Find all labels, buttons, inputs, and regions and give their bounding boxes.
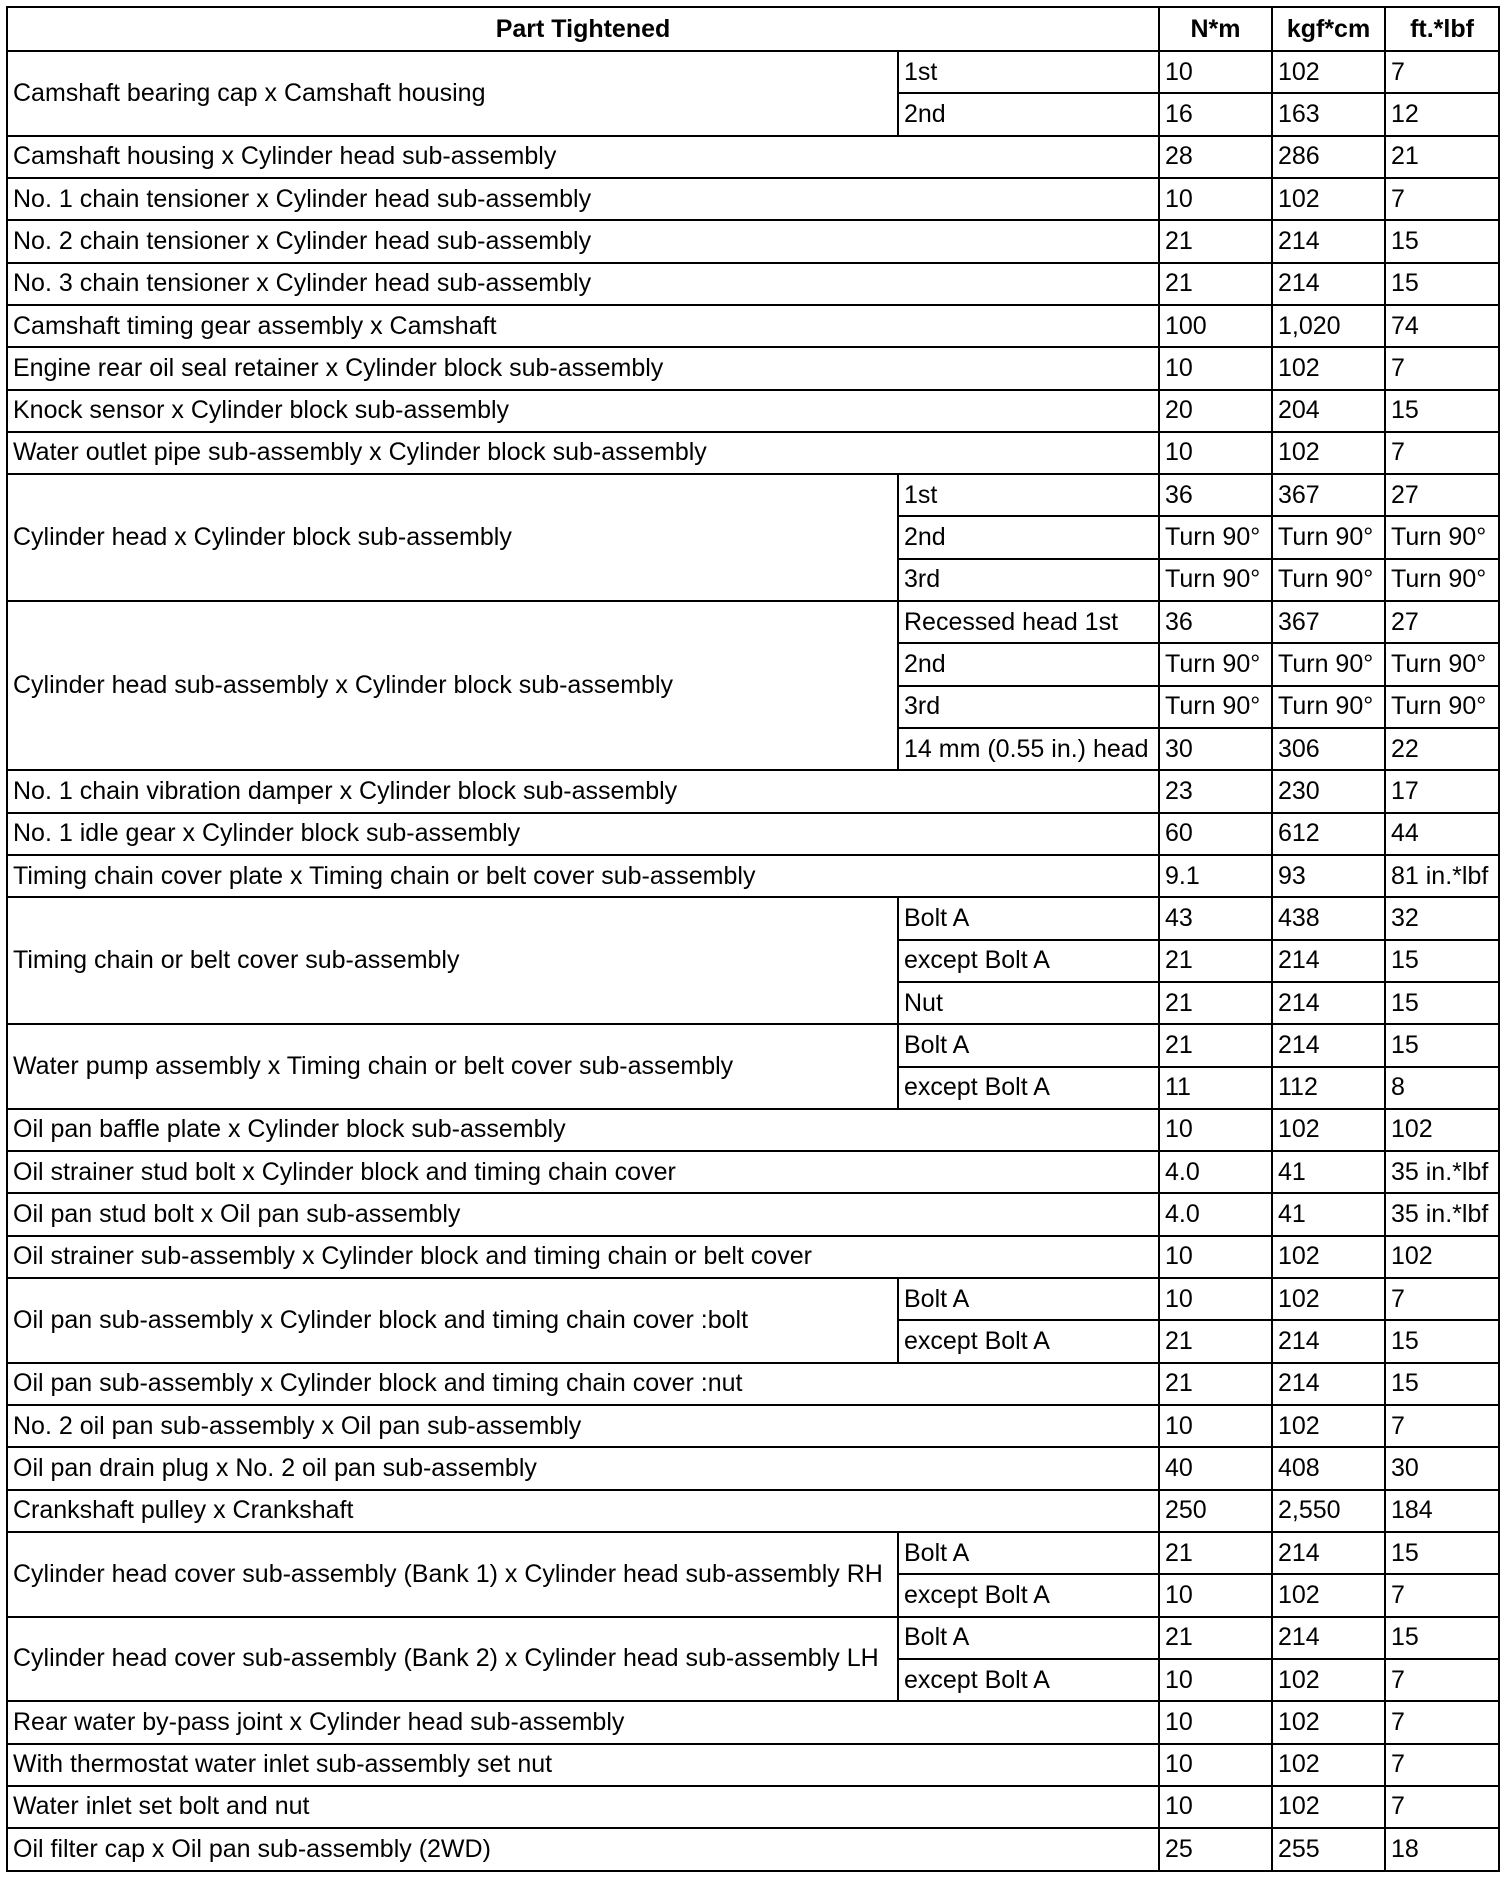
nm-value-cell: 10 [1159,347,1272,389]
part-tightened-cell: Camshaft housing x Cylinder head sub-assembly [7,136,1159,178]
ftlbf-value-cell: 15 [1385,1532,1499,1574]
header-nm: N*m [1159,7,1272,51]
kgfcm-value-cell: 93 [1272,855,1385,897]
part-tightened-cell: Water inlet set bolt and nut [7,1786,1159,1828]
kgfcm-value-cell: 214 [1272,1024,1385,1066]
part-tightened-cell: Oil strainer sub-assembly x Cylinder block and timing chain or belt cover [7,1236,1159,1278]
header-ftlbf: ft.*lbf [1385,7,1499,51]
part-tightened-cell: Engine rear oil seal retainer x Cylinder block sub-assembly [7,347,1159,389]
part-tightened-cell: No. 3 chain tensioner x Cylinder head sub-assembly [7,263,1159,305]
nm-value-cell: 10 [1159,178,1272,220]
ftlbf-value-cell: 184 [1385,1490,1499,1532]
part-tightened-cell: Water outlet pipe sub-assembly x Cylinder block sub-assembly [7,432,1159,474]
table-body [7,51,1499,1871]
part-tightened-cell: Water pump assembly x Timing chain or belt cover sub-assembly [7,1024,898,1109]
kgfcm-value-cell: 102 [1272,1236,1385,1278]
part-tightened-cell: Crankshaft pulley x Crankshaft [7,1490,1159,1532]
table-row [7,855,1499,897]
kgfcm-value-cell: 214 [1272,1363,1385,1405]
kgfcm-value-cell: 102 [1272,1574,1385,1616]
ftlbf-value-cell: Turn 90° [1385,643,1499,685]
kgfcm-value-cell: Turn 90° [1272,643,1385,685]
nm-value-cell: 10 [1159,1236,1272,1278]
part-tightened-cell: Oil filter cap x Oil pan sub-assembly (2WD) [7,1828,1159,1871]
ftlbf-value-cell: 15 [1385,1617,1499,1659]
ftlbf-value-cell: Turn 90° [1385,516,1499,558]
nm-value-cell: 10 [1159,1659,1272,1701]
part-tightened-cell: Oil pan stud bolt x Oil pan sub-assembly [7,1193,1159,1235]
kgfcm-value-cell: 204 [1272,390,1385,432]
kgfcm-value-cell: 255 [1272,1828,1385,1871]
condition-cell: Bolt A [898,1024,1159,1066]
kgfcm-value-cell: 102 [1272,178,1385,220]
table-row [7,897,1499,939]
nm-value-cell: 10 [1159,1405,1272,1447]
nm-value-cell: 21 [1159,1024,1272,1066]
condition-cell: Bolt A [898,1532,1159,1574]
ftlbf-value-cell: 7 [1385,1574,1499,1616]
ftlbf-value-cell: 102 [1385,1109,1499,1151]
ftlbf-value-cell: 15 [1385,1363,1499,1405]
ftlbf-value-cell: 81 in.*lbf [1385,855,1499,897]
nm-value-cell: 4.0 [1159,1151,1272,1193]
kgfcm-value-cell: 102 [1272,432,1385,474]
table-row [7,390,1499,432]
header-kgfcm: kgf*cm [1272,7,1385,51]
ftlbf-value-cell: 7 [1385,1701,1499,1743]
nm-value-cell: 4.0 [1159,1193,1272,1235]
condition-cell: except Bolt A [898,1659,1159,1701]
nm-value-cell: 60 [1159,813,1272,855]
condition-cell: except Bolt A [898,1067,1159,1109]
condition-cell: 3rd [898,559,1159,601]
kgfcm-value-cell: 1,020 [1272,305,1385,347]
condition-cell: 2nd [898,643,1159,685]
nm-value-cell: 36 [1159,474,1272,516]
kgfcm-value-cell: 214 [1272,1320,1385,1362]
condition-cell: 2nd [898,516,1159,558]
kgfcm-value-cell: 41 [1272,1193,1385,1235]
ftlbf-value-cell: 74 [1385,305,1499,347]
part-tightened-cell: Cylinder head cover sub-assembly (Bank 1) x Cylinder head sub-assembly RH [7,1532,898,1617]
nm-value-cell: 10 [1159,1109,1272,1151]
table-row [7,1278,1499,1320]
ftlbf-value-cell: 18 [1385,1828,1499,1871]
table-row [7,813,1499,855]
nm-value-cell: 9.1 [1159,855,1272,897]
ftlbf-value-cell: 7 [1385,432,1499,474]
part-tightened-cell: No. 2 chain tensioner x Cylinder head sub-assembly [7,220,1159,262]
ftlbf-value-cell: 35 in.*lbf [1385,1151,1499,1193]
nm-value-cell: 25 [1159,1828,1272,1871]
part-tightened-cell: With thermostat water inlet sub-assembly set nut [7,1744,1159,1786]
table-row [7,305,1499,347]
ftlbf-value-cell: Turn 90° [1385,559,1499,601]
part-tightened-cell: No. 2 oil pan sub-assembly x Oil pan sub-assembly [7,1405,1159,1447]
table-row [7,1490,1499,1532]
part-tightened-cell: Cylinder head sub-assembly x Cylinder block sub-assembly [7,601,898,770]
kgfcm-value-cell: 408 [1272,1447,1385,1489]
part-tightened-cell: Timing chain cover plate x Timing chain or belt cover sub-assembly [7,855,1159,897]
ftlbf-value-cell: 102 [1385,1236,1499,1278]
ftlbf-value-cell: 32 [1385,897,1499,939]
table-row [7,1236,1499,1278]
nm-value-cell: 21 [1159,940,1272,982]
table-row [7,1363,1499,1405]
torque-spec-table [6,6,1500,1872]
table-row [7,1744,1499,1786]
kgfcm-value-cell: 102 [1272,1659,1385,1701]
nm-value-cell: Turn 90° [1159,686,1272,728]
ftlbf-value-cell: 27 [1385,601,1499,643]
condition-cell: Bolt A [898,1617,1159,1659]
kgfcm-value-cell: 2,550 [1272,1490,1385,1532]
nm-value-cell: Turn 90° [1159,516,1272,558]
kgfcm-value-cell: 214 [1272,263,1385,305]
kgfcm-value-cell: 102 [1272,51,1385,93]
nm-value-cell: 10 [1159,1574,1272,1616]
table-row [7,1109,1499,1151]
part-tightened-cell: Oil pan sub-assembly x Cylinder block and timing chain cover :bolt [7,1278,898,1363]
kgfcm-value-cell: 102 [1272,1786,1385,1828]
part-tightened-cell: No. 1 chain vibration damper x Cylinder block sub-assembly [7,770,1159,812]
nm-value-cell: 10 [1159,51,1272,93]
ftlbf-value-cell: 44 [1385,813,1499,855]
part-tightened-cell: Oil pan baffle plate x Cylinder block sub-assembly [7,1109,1159,1151]
part-tightened-cell: Timing chain or belt cover sub-assembly [7,897,898,1024]
table-row [7,1617,1499,1659]
table-row [7,474,1499,516]
nm-value-cell: 11 [1159,1067,1272,1109]
kgfcm-value-cell: 163 [1272,93,1385,135]
nm-value-cell: 40 [1159,1447,1272,1489]
ftlbf-value-cell: 17 [1385,770,1499,812]
kgfcm-value-cell: 102 [1272,1109,1385,1151]
table-row [7,1447,1499,1489]
nm-value-cell: 28 [1159,136,1272,178]
nm-value-cell: 16 [1159,93,1272,135]
ftlbf-value-cell: 7 [1385,51,1499,93]
condition-cell: 14 mm (0.55 in.) head [898,728,1159,770]
ftlbf-value-cell: 15 [1385,263,1499,305]
ftlbf-value-cell: 7 [1385,1405,1499,1447]
condition-cell: Recessed head 1st [898,601,1159,643]
nm-value-cell: 10 [1159,432,1272,474]
nm-value-cell: 21 [1159,1617,1272,1659]
table-row [7,601,1499,643]
kgfcm-value-cell: 102 [1272,1744,1385,1786]
table-row [7,1024,1499,1066]
table-row [7,136,1499,178]
ftlbf-value-cell: 7 [1385,347,1499,389]
nm-value-cell: 21 [1159,220,1272,262]
kgfcm-value-cell: 214 [1272,1617,1385,1659]
ftlbf-value-cell: 27 [1385,474,1499,516]
nm-value-cell: 10 [1159,1786,1272,1828]
table-row [7,1532,1499,1574]
table-row [7,51,1499,93]
nm-value-cell: 21 [1159,982,1272,1024]
part-tightened-cell: Cylinder head cover sub-assembly (Bank 2) x Cylinder head sub-assembly LH [7,1617,898,1702]
table-row [7,347,1499,389]
table-row [7,770,1499,812]
ftlbf-value-cell: 22 [1385,728,1499,770]
kgfcm-value-cell: 438 [1272,897,1385,939]
part-tightened-cell: No. 1 chain tensioner x Cylinder head sub-assembly [7,178,1159,220]
part-tightened-cell: Oil pan sub-assembly x Cylinder block and timing chain cover :nut [7,1363,1159,1405]
part-tightened-cell: Camshaft timing gear assembly x Camshaft [7,305,1159,347]
condition-cell: Bolt A [898,1278,1159,1320]
condition-cell: 1st [898,51,1159,93]
nm-value-cell: 43 [1159,897,1272,939]
ftlbf-value-cell: 7 [1385,1744,1499,1786]
nm-value-cell: 10 [1159,1744,1272,1786]
nm-value-cell: 20 [1159,390,1272,432]
ftlbf-value-cell: 7 [1385,178,1499,220]
condition-cell: except Bolt A [898,1574,1159,1616]
nm-value-cell: 36 [1159,601,1272,643]
table-row [7,1405,1499,1447]
nm-value-cell: 10 [1159,1701,1272,1743]
ftlbf-value-cell: 15 [1385,1320,1499,1362]
nm-value-cell: 21 [1159,263,1272,305]
nm-value-cell: 100 [1159,305,1272,347]
kgfcm-value-cell: 612 [1272,813,1385,855]
ftlbf-value-cell: 15 [1385,982,1499,1024]
condition-cell: except Bolt A [898,940,1159,982]
kgfcm-value-cell: 214 [1272,940,1385,982]
table-row [7,1701,1499,1743]
part-tightened-cell: Oil pan drain plug x No. 2 oil pan sub-assembly [7,1447,1159,1489]
nm-value-cell: 23 [1159,770,1272,812]
kgfcm-value-cell: 230 [1272,770,1385,812]
part-tightened-cell: Knock sensor x Cylinder block sub-assembly [7,390,1159,432]
ftlbf-value-cell: Turn 90° [1385,686,1499,728]
kgfcm-value-cell: 214 [1272,220,1385,262]
nm-value-cell: Turn 90° [1159,643,1272,685]
nm-value-cell: 10 [1159,1278,1272,1320]
kgfcm-value-cell: 367 [1272,601,1385,643]
ftlbf-value-cell: 7 [1385,1786,1499,1828]
part-tightened-cell: Camshaft bearing cap x Camshaft housing [7,51,898,136]
kgfcm-value-cell: Turn 90° [1272,686,1385,728]
kgfcm-value-cell: 112 [1272,1067,1385,1109]
kgfcm-value-cell: 41 [1272,1151,1385,1193]
nm-value-cell: 21 [1159,1320,1272,1362]
ftlbf-value-cell: 35 in.*lbf [1385,1193,1499,1235]
nm-value-cell: Turn 90° [1159,559,1272,601]
kgfcm-value-cell: 102 [1272,1701,1385,1743]
ftlbf-value-cell: 15 [1385,940,1499,982]
ftlbf-value-cell: 8 [1385,1067,1499,1109]
table-row [7,1828,1499,1871]
kgfcm-value-cell: 102 [1272,347,1385,389]
kgfcm-value-cell: 102 [1272,1405,1385,1447]
ftlbf-value-cell: 21 [1385,136,1499,178]
ftlbf-value-cell: 12 [1385,93,1499,135]
ftlbf-value-cell: 15 [1385,220,1499,262]
table-row [7,178,1499,220]
condition-cell: except Bolt A [898,1320,1159,1362]
part-tightened-cell: Oil strainer stud bolt x Cylinder block and timing chain cover [7,1151,1159,1193]
ftlbf-value-cell: 15 [1385,1024,1499,1066]
nm-value-cell: 21 [1159,1532,1272,1574]
kgfcm-value-cell: 306 [1272,728,1385,770]
nm-value-cell: 30 [1159,728,1272,770]
header-part-tightened: Part Tightened [7,7,1159,51]
table-row [7,432,1499,474]
table-row [7,220,1499,262]
condition-cell: Bolt A [898,897,1159,939]
part-tightened-cell: No. 1 idle gear x Cylinder block sub-assembly [7,813,1159,855]
table-row [7,1151,1499,1193]
ftlbf-value-cell: 30 [1385,1447,1499,1489]
nm-value-cell: 250 [1159,1490,1272,1532]
kgfcm-value-cell: Turn 90° [1272,559,1385,601]
kgfcm-value-cell: 102 [1272,1278,1385,1320]
ftlbf-value-cell: 7 [1385,1659,1499,1701]
part-tightened-cell: Cylinder head x Cylinder block sub-assembly [7,474,898,601]
ftlbf-value-cell: 7 [1385,1278,1499,1320]
kgfcm-value-cell: 214 [1272,1532,1385,1574]
condition-cell: Nut [898,982,1159,1024]
kgfcm-value-cell: Turn 90° [1272,516,1385,558]
table-row [7,1193,1499,1235]
ftlbf-value-cell: 15 [1385,390,1499,432]
kgfcm-value-cell: 214 [1272,982,1385,1024]
condition-cell: 3rd [898,686,1159,728]
table-row [7,1786,1499,1828]
condition-cell: 2nd [898,93,1159,135]
kgfcm-value-cell: 286 [1272,136,1385,178]
condition-cell: 1st [898,474,1159,516]
part-tightened-cell: Rear water by-pass joint x Cylinder head sub-assembly [7,1701,1159,1743]
table-row [7,263,1499,305]
header-row [7,7,1499,51]
nm-value-cell: 21 [1159,1363,1272,1405]
kgfcm-value-cell: 367 [1272,474,1385,516]
